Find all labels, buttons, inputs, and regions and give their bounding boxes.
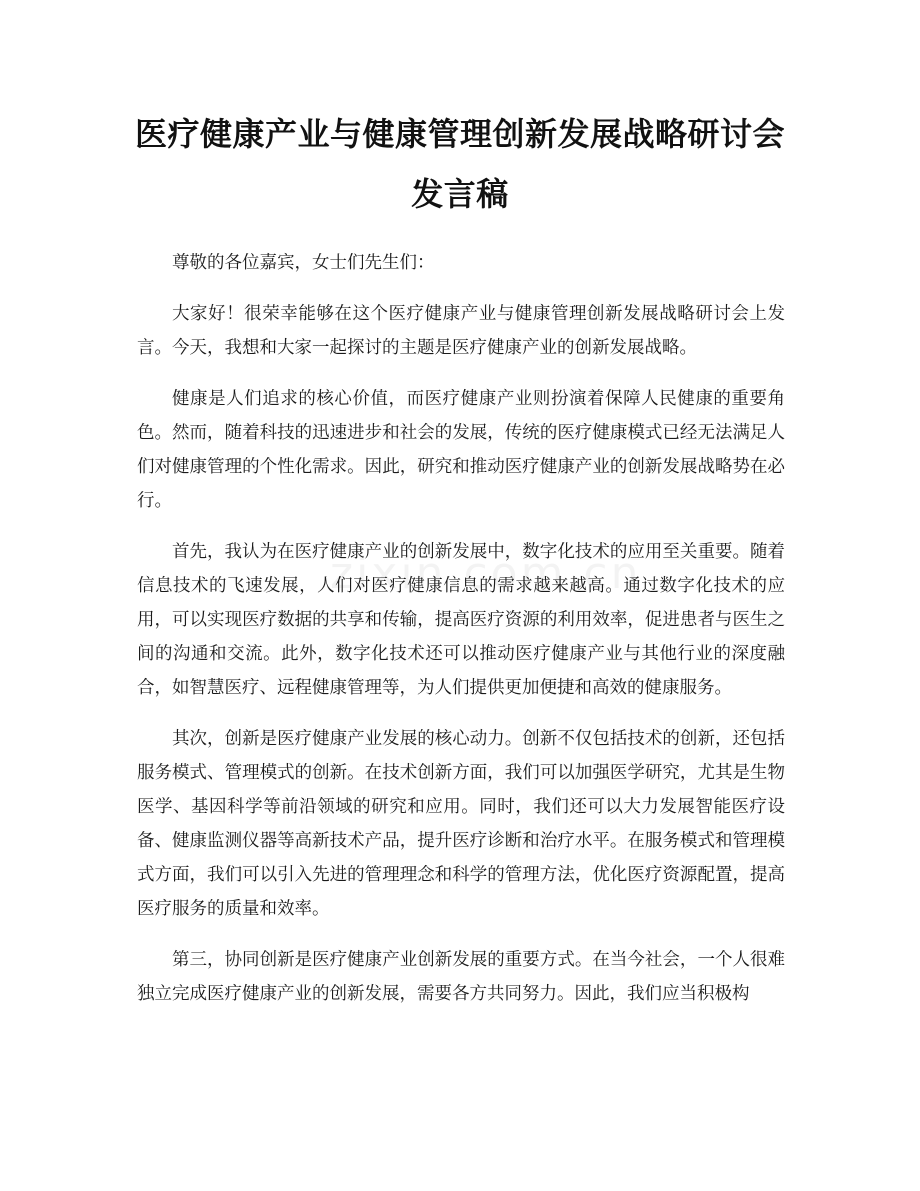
- paragraph-opening: 大家好！很荣幸能够在这个医疗健康产业与健康管理创新发展战略研讨会上发言。今天，我想和大家一起探讨的主题是医疗健康产业的创新发展战略。: [137, 304, 785, 358]
- paragraph-third-point: 第三，协同创新是医疗健康产业创新发展的重要方式。在当今社会，一个人很难独立完成医疗健康产业的创新发展，需要各方共同努力。因此，我们应当积极构: [137, 950, 785, 1004]
- document-title: 医疗健康产业与健康管理创新发展战略研讨会发言稿: [134, 115, 785, 213]
- paragraph-background: 健康是人们追求的核心价值，而医疗健康产业则扮演着保障人民健康的重要角色。然而，随着科技的迅速进步和社会的发展，传统的医疗健康模式已经无法满足人们对健康管理的个性化需求。因此，研究和推动医疗健康产业的创新发展战略势在必行。: [137, 389, 785, 511]
- document-body: [137, 246, 785, 1028]
- paragraph-second-point: 其次，创新是医疗健康产业发展的核心动力。创新不仅包括技术的创新，还包括服务模式、管理模式的创新。在技术创新方面，我们可以加强医学研究，尤其是生物医学、基因科学等前沿领域的研究和应用。同时，我们还可以大力发展智能医疗设备、健康监测仪器等高新技术产品，提升医疗诊断和治疗水平。在服务模式和管理模式方面，我们可以引入先进的管理理念和科学的管理方法，优化医疗资源配置，提高医疗服务的质量和效率。: [137, 729, 785, 919]
- paragraph-first-point: 首先，我认为在医疗健康产业的创新发展中，数字化技术的应用至关重要。随着信息技术的飞速发展，人们对医疗健康信息的需求越来越高。通过数字化技术的应用，可以实现医疗数据的共享和传输，提高医疗资源的利用效率，促进患者与医生之间的沟通和交流。此外，数字化技术还可以推动医疗健康产业与其他行业的深度融合，如智慧医疗、远程健康管理等，为人们提供更加便捷和高效的健康服务。: [137, 542, 785, 698]
- paragraph-greeting: 尊敬的各位嘉宾，女士们先生们：: [172, 253, 435, 273]
